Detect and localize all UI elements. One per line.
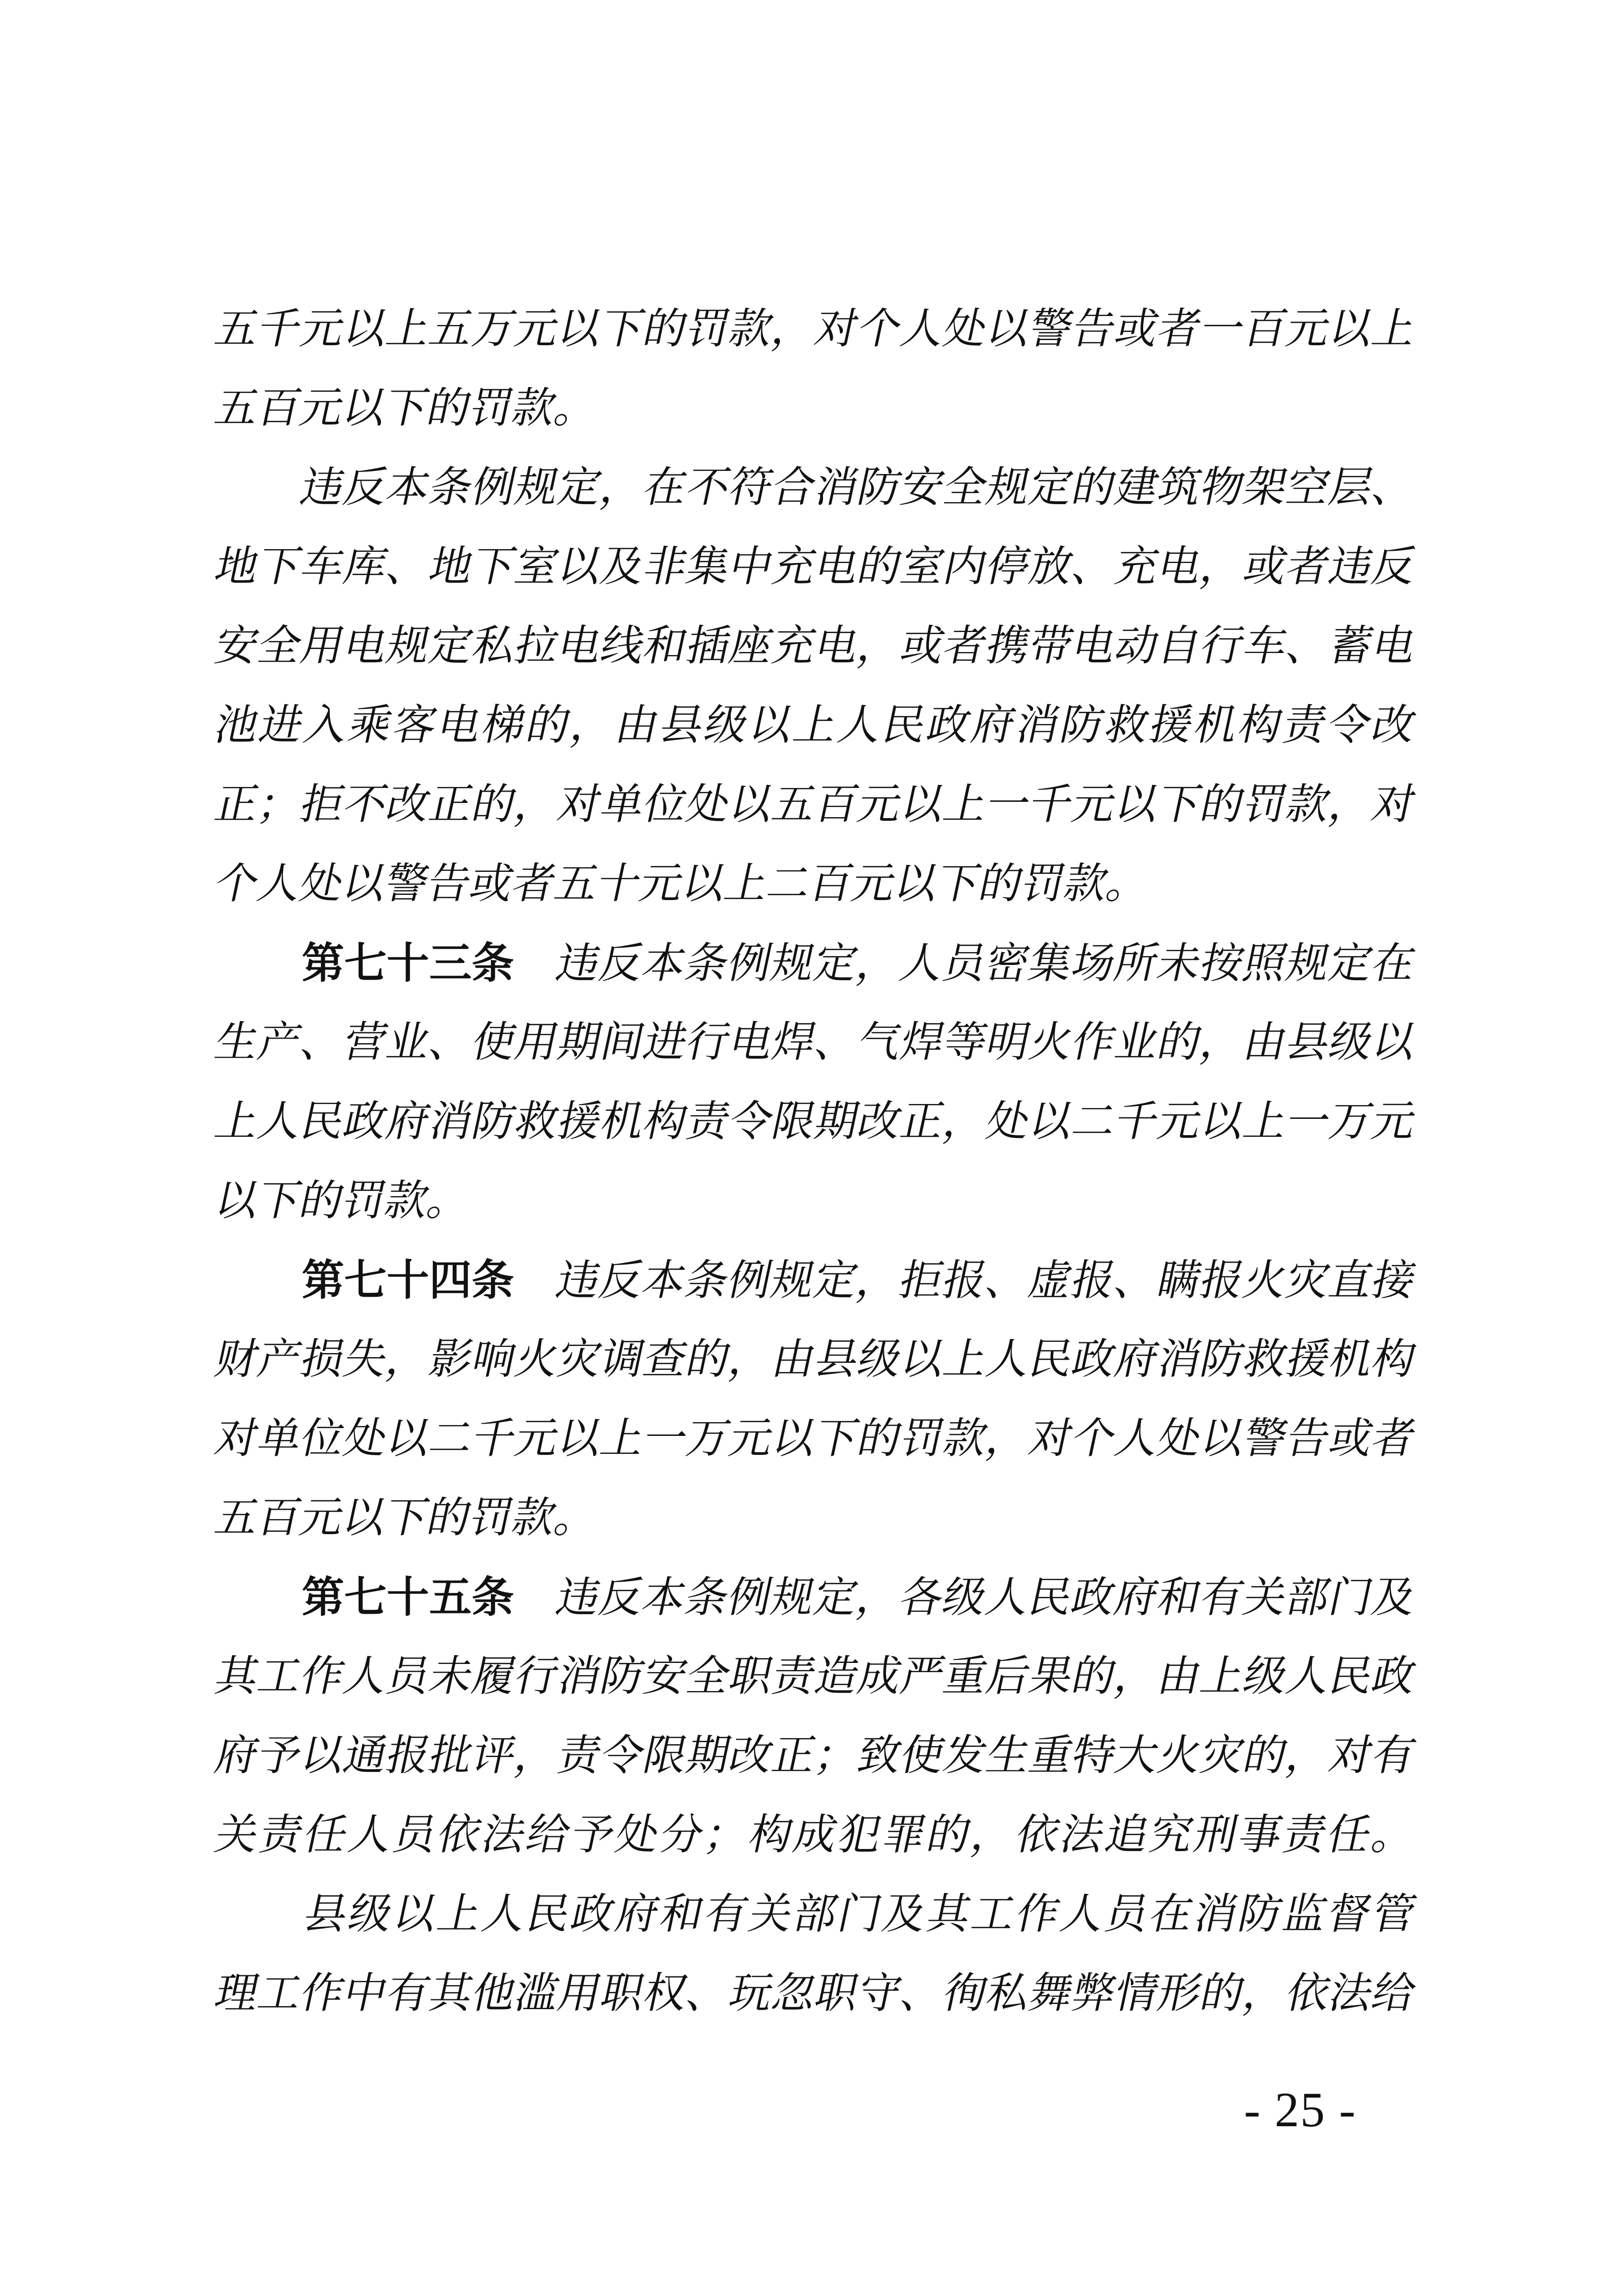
text-run: 理工作中有其他滥用职权、玩忽职守、徇私舞弊情形的，依法给 [211, 1970, 1420, 2017]
text-run: 府予以通报批评，责令限期改正；致使发生重特大火灾的，对有 [211, 1732, 1420, 1779]
text-run: 对单位处以二千元以上一万元以下的罚款，对个人处以警告或者 [211, 1415, 1420, 1462]
text-line [208, 289, 1424, 369]
text-line [208, 369, 1424, 448]
text-run: 池进入乘客电梯的，由县级以上人民政府消防救援机构责令改 [211, 702, 1420, 749]
text-line [208, 1795, 1424, 1875]
text-line [208, 1637, 1424, 1716]
page-number: - 25 - [1244, 2082, 1356, 2137]
article-heading: 第七十五条 [301, 1573, 514, 1621]
text-line [208, 1082, 1424, 1161]
text-line [208, 1161, 1424, 1241]
text-run: 个人处以警告或者五十元以上二百元以下的罚款。 [211, 860, 1155, 907]
text-line [208, 1875, 1424, 1954]
text-line [208, 1320, 1424, 1399]
text-line [208, 606, 1424, 686]
text-line [208, 765, 1424, 844]
text-run: 违反本条例规定，人员密集场所未按照规定在 [508, 940, 1420, 987]
text-line [208, 1399, 1424, 1478]
text-run [211, 1574, 306, 1621]
text-line [208, 1954, 1424, 2033]
text-run [211, 1257, 306, 1304]
text-run: 关责任人员依法给予处分；构成犯罪的，依法追究刑事责任。 [211, 1811, 1420, 1858]
text-run [211, 940, 306, 987]
text-run: 县级以上人民政府和有关部门及其工作人员在消防监督管 [211, 1890, 1420, 1938]
text-line [208, 1003, 1424, 1082]
text-run: 安全用电规定私拉电线和插座充电，或者携带电动自行车、蓄电 [211, 622, 1420, 669]
text-run: 五千元以上五万元以下的罚款，对个人处以警告或者一百元以上 [211, 305, 1420, 352]
text-line [208, 1478, 1424, 1558]
text-line [208, 448, 1424, 527]
text-run: 违反本条例规定，拒报、虚报、瞒报火灾直接 [508, 1257, 1420, 1304]
text-run: 正；拒不改正的，对单位处以五百元以上一千元以下的罚款，对 [211, 781, 1420, 828]
text-run: 地下车库、地下室以及非集中充电的室内停放、充电，或者违反 [211, 543, 1420, 590]
text-line [208, 1558, 1424, 1637]
text-run: 上人民政府消防救援机构责令限期改正，处以二千元以上一万元 [211, 1098, 1420, 1145]
text-run: 违反本条例规定，在不符合消防安全规定的建筑物架空层、 [211, 464, 1420, 511]
text-line [208, 924, 1424, 1003]
text-line [208, 527, 1424, 606]
text-run: 五百元以下的罚款。 [211, 385, 603, 432]
text-line [208, 844, 1424, 924]
text-line [208, 1241, 1424, 1320]
text-run: 生产、营业、使用期间进行电焊、气焊等明火作业的，由县级以 [211, 1019, 1420, 1066]
article-heading: 第七十三条 [301, 939, 514, 987]
text-line [208, 686, 1424, 765]
text-run: 以下的罚款。 [211, 1177, 476, 1224]
text-run: 其工作人员未履行消防安全职责造成严重后果的，由上级人民政 [211, 1653, 1420, 1700]
article-heading: 第七十四条 [301, 1256, 514, 1304]
text-run: 违反本条例规定，各级人民政府和有关部门及 [508, 1574, 1420, 1621]
text-run: 五百元以下的罚款。 [211, 1494, 603, 1541]
body-text [211, 289, 1420, 2033]
text-line [208, 1716, 1424, 1795]
text-run: 财产损失，影响火灾调查的，由县级以上人民政府消防救援机构 [211, 1336, 1420, 1383]
